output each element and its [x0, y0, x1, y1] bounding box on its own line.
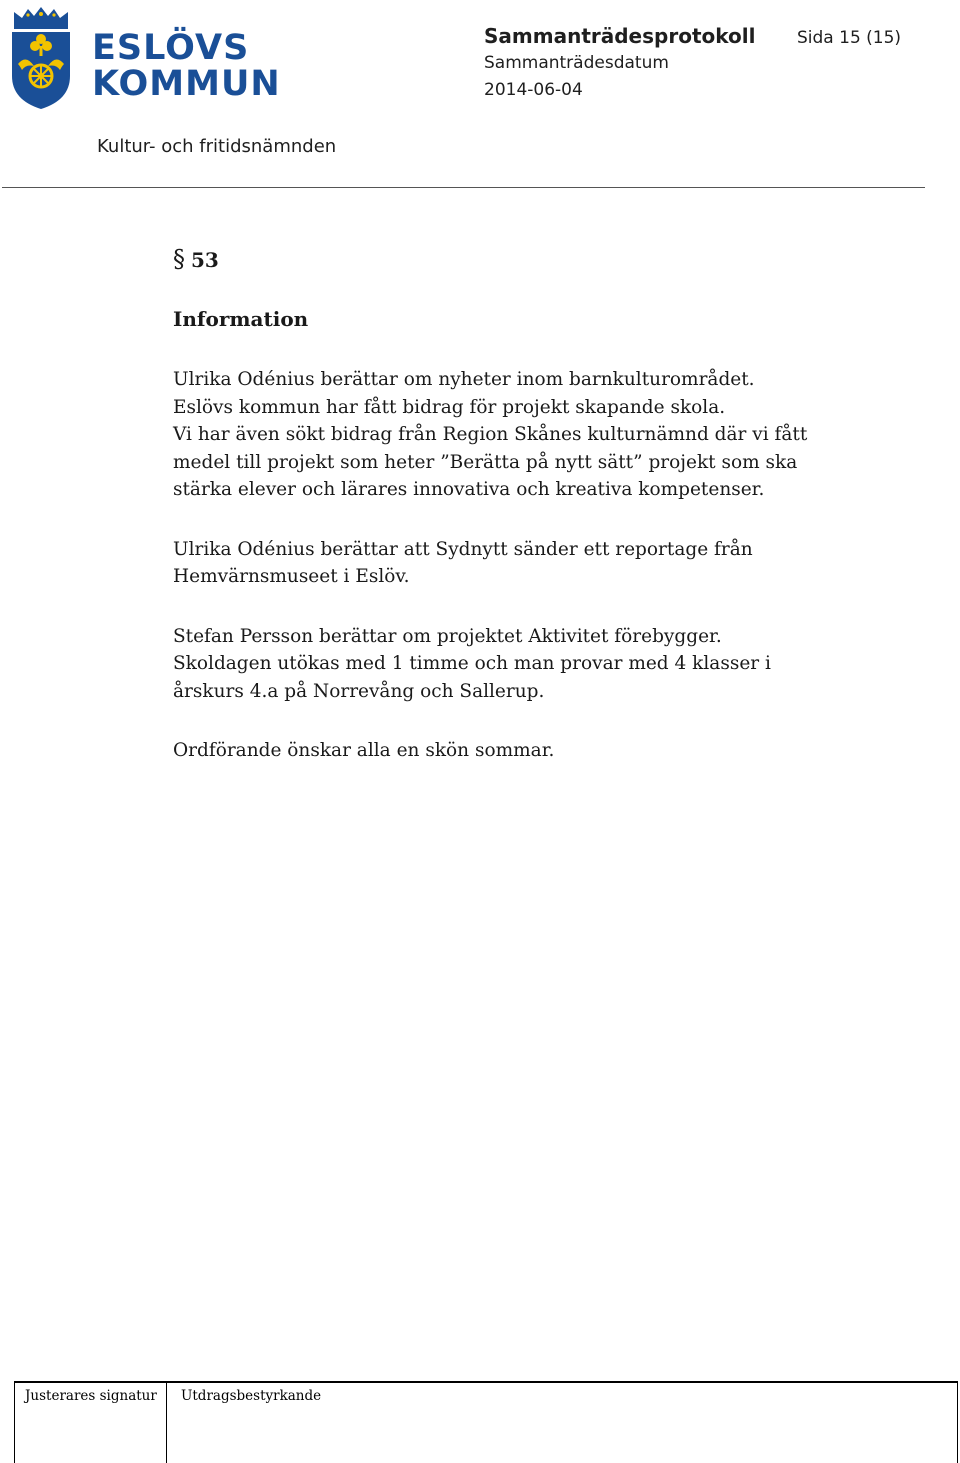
signature-footer — [0, 1381, 960, 1463]
footer-right-border — [957, 1381, 958, 1463]
document-type: Sammanträdesprotokoll — [484, 24, 756, 48]
paragraph-line: Ulrika Odénius berättar om nyheter inom barnkulturområdet. — [173, 369, 755, 390]
paragraph-2 — [173, 536, 823, 591]
footer-left-border — [14, 1381, 15, 1463]
paragraph-line: Hemvärnsmuseet i Eslöv. — [173, 566, 410, 587]
coat-of-arms-icon — [8, 6, 74, 110]
municipality-logo-wordmark — [92, 30, 281, 102]
meeting-date-label: Sammanträdesdatum — [484, 53, 669, 73]
paragraph-sign: § — [173, 245, 185, 273]
paragraph-3 — [173, 623, 823, 706]
header-divider — [2, 187, 925, 188]
paragraph-line: Eslövs kommun har fått bidrag för projekt skapande skola. — [173, 396, 726, 418]
footer-top-rule — [14, 1381, 958, 1383]
signature-label: Justerares signatur — [25, 1388, 157, 1404]
page-number: Sida 15 (15) — [797, 28, 902, 48]
paragraph-line: Skoldagen utökas med 1 timme och man provar med 4 klasser i — [173, 653, 771, 674]
paragraph-line: stärka elever och lärares innovativa och kreativa kompetenser. — [173, 479, 765, 500]
paragraph-line: Ordförande önskar alla en skön sommar. — [173, 740, 555, 761]
protocol-section — [173, 244, 823, 765]
meeting-date: 2014-06-04 — [484, 80, 583, 100]
logo-line-1: ESLÖVS — [92, 28, 250, 68]
section-title: Information — [173, 307, 309, 331]
paragraph-4 — [173, 737, 823, 765]
certification-label: Utdragsbestyrkande — [181, 1388, 322, 1404]
paragraph-line: Stefan Persson berättar om projektet Aktivitet förebygger. — [173, 625, 722, 647]
paragraph-1 — [173, 366, 823, 504]
paragraph-line: Ulrika Odénius berättar att Sydnytt sänder ett reportage från — [173, 538, 753, 560]
section-heading — [173, 244, 823, 275]
committee-name: Kultur- och fritidsnämnden — [97, 136, 337, 157]
paragraph-line: medel till projekt som heter ”Berätta på nytt sätt” projekt som ska — [173, 451, 798, 473]
logo-line-2: KOMMUN — [92, 64, 281, 104]
paragraph-line: årskurs 4.a på Norrevång och Sallerup. — [173, 680, 545, 702]
paragraph-line: Vi har även sökt bidrag från Region Skånes kulturnämnd där vi fått — [173, 424, 808, 445]
footer-column-divider — [166, 1381, 167, 1463]
section-number: 53 — [191, 248, 219, 272]
